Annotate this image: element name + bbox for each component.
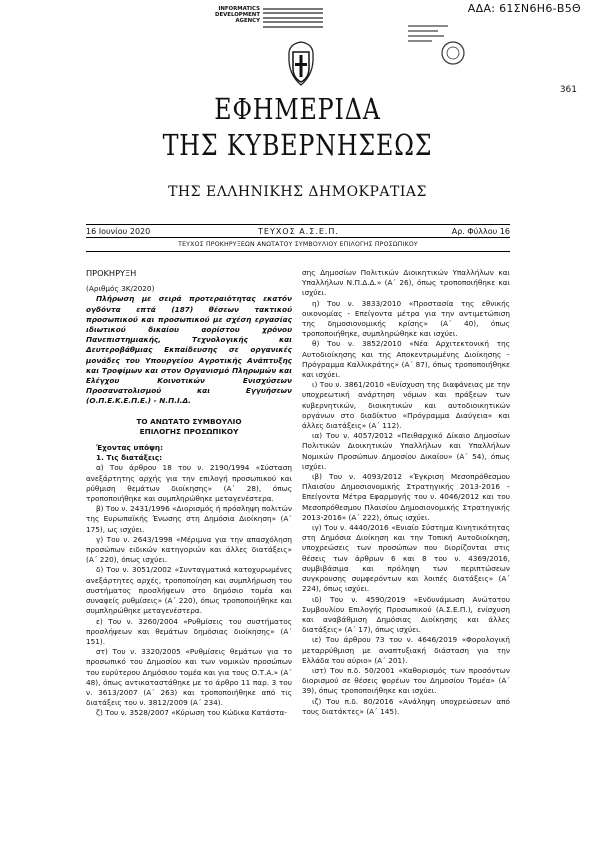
paragraph: ιστ) Του π.δ. 50/2001 «Καθορισμός των προσόντων διορισμού σε θέσεις φορέων του Δημοσίου Τομέα» (Α΄ 39), όπως τροποποιήθηκε και ισχύει. xyxy=(302,665,510,696)
idika-logo-line: INFORMATICS xyxy=(218,6,260,12)
idika-logo-line: DEVELOPMENT xyxy=(214,12,260,18)
paragraph: η) Του ν. 3833/2010 «Προστασία της εθνικής οικονομίας - Επείγοντα μέτρα για την αντιμετώπιση της δημοσιονομικής κρίσης» (Α΄ 40), όπως τροποποιήθηκε, συμπληρώθηκε και ισχύει. xyxy=(302,298,510,339)
paragraph: α) Του άρθρου 18 του ν. 2190/1994 «Σύσταση ανεξάρτητης αρχής για την επιλογή προσωπικού και ρύθμιση θεμάτων διοίκησης» (Α΄ 28), όπως τροποποιήθηκε και συμπληρώθηκε μεταγενέστερα. xyxy=(86,463,292,504)
announcement-heading: ΠΡΟΚΗΡΥΞΗ xyxy=(86,268,137,278)
series-title: ΤΕΥΧΟΣ ΠΡΟΚΗΡΥΞΕΩΝ ΑΝΩΤΑΤΟΥ ΣΥΜΒΟΥΛΙΟΥ ΕΠΙΛΟΓΗΣ ΠΡΟΣΩΠΙΚΟΥ xyxy=(178,241,418,248)
paragraph: ι) Του ν. 3861/2010 «Ενίσχυση της διαφάνειας με την υποχρεωτική ανάρτηση νόμων και πράξεων των κυβερνητικών, διοικητικών και αυτοδιοικητικών οργάνων στο διαδίκτυο «Πρόγραμμα Διαύγεια» και άλλες διατάξεις» (Α΄ 112). xyxy=(302,380,510,431)
paragraph: ιγ) Του ν. 4440/2016 «Ενιαίο Σύστημα Κινητικότητας στη Δημόσια Διοίκηση και την Τοπική Αυτοδιοίκηση, υποχρεώσεις των προσώπων που διορίζονται στις θέσεις των άρθρων 6 και 8 του ν. 4369/2016, συμβιβάσιμα και πρόληψη των περιπτώσεων συγκρουσης συμφερόντων και λοιπές διατάξεις» (Α΄ 224), όπως ισχύει. xyxy=(302,523,510,594)
paragraph: ιδ) Του ν. 4590/2019 «Ενδυνάμωση Ανώτατου Συμβουλίου Επιλογής Προσωπικού (Α.Σ.Ε.Π.), ενίσχυση και αναβάθμιση Δημόσιας Διοίκησης και άλλες διατάξεις» (Α΄ 17), όπως ισχύει. xyxy=(302,594,510,635)
paragraph: ια) Του ν. 4057/2012 «Πειθαρχικό Δίκαιο Δημοσίων Πολιτικών Διοικητικών Υπαλλήλων και Υπαλλήλων Νομικών Προσώπων Δημοσίου Δικαίου» (Α΄ 54), όπως ισχύει. xyxy=(302,431,510,471)
paragraph: ιβ) Του ν. 4093/2012 «Έγκριση Μεσοπρόθεσμου Πλαισίου Δημοσιονομικής Στρατηγικής 2013-2016 – Επείγοντα Μέτρα Εφαρμογής του ν. 4046/2012 και του Μεσοπρόθεσμου Πλαισίου Δημοσιονομικής Στρατηγικής 2013-2016» (Α΄ 222), όπως ισχύει. xyxy=(302,472,510,522)
issue-date: 16 Ιουνίου 2020 xyxy=(86,227,151,236)
sheet-number: Αρ. Φύλλου 16 xyxy=(451,227,510,236)
header-rule xyxy=(86,237,510,238)
idika-logo-line: AGENCY xyxy=(235,18,260,24)
provisions-item: 1. Τις διατάξεις: xyxy=(96,453,163,463)
issue-type: ΤΕΥΧΟΣ Α.Σ.Ε.Π. xyxy=(258,227,339,236)
paragraph: ζ) Του ν. 3528/2007 «Κύρωση του Κώδικα Κατάστα- xyxy=(96,708,287,718)
left-column xyxy=(86,268,292,719)
having-regard: Έχοντας υπόψη: xyxy=(96,443,164,453)
paragraph: γ) Του ν. 2643/1998 «Μέριμνα για την απασχόληση προσώπων ειδικών κατηγοριών και άλλες διατάξεις» (Α΄ 220), όπως ισχύει. xyxy=(86,534,292,565)
announcement-number: (Αριθμός 3Κ/2020) xyxy=(86,284,155,294)
header-rule xyxy=(86,224,510,225)
greek-coat-of-arms-icon xyxy=(286,38,316,88)
header-rule xyxy=(86,251,510,252)
gazette-subtitle: ΤΗΣ ΕΛΛΗΝΙΚΗΣ ΔΗΜΟΚΡΑΤΙΑΣ xyxy=(168,184,427,200)
paragraph: ιε) Του άρθρου 73 του ν. 4646/2019 «Φορολογική μεταρρύθμιση με αναπτυξιακή διάσταση για την Ελλάδα του αύριο» (Α΄ 201). xyxy=(302,635,510,665)
paragraph: θ) Του ν. 3852/2010 «Νέα Αρχιτεκτονική της Αυτοδιοίκησης και της Αποκεντρωμένης Διοίκησης – Πρόγραμμα Καλλικράτης» (Α΄ 87), όπως τροποποιήθηκε και ισχύει. xyxy=(302,339,510,380)
idika-logo-lines xyxy=(263,8,323,30)
right-column xyxy=(302,268,510,717)
digital-seal-icon xyxy=(440,40,466,66)
paragraph: ιζ) Του π.δ. 80/2016 «Ανάληψη υποχρεώσεων από τους διατάκτες» (Α΄ 145). xyxy=(302,696,510,716)
paragraph: β) Του ν. 2431/1996 «Διορισμός ή πρόσληψη πολιτών της Ευρωπαϊκής Ένωσης στη Δημόσια Διοίκηση» (Α΄ 175), ως ισχύει. xyxy=(86,504,292,534)
announcement-summary: Πλήρωση με σειρά προτεραιότητας εκατόν ογδόντα επτά (187) θέσεων τακτικού προσωπικού και προσωπικού με σχέση εργασίας ιδιωτικού δικαίου αορίστου χρόνου Πανεπιστημιακής, Τεχνολογικής και Δευτεροβάθμιας Εκπαίδευσης σε οργανικές μονάδες του Υπουργείου Αγροτικής Ανάπτυξης και Τροφίμων και στον Οργανισμό Πληρωμών και Ελέγχου Κοινοτικών Ενισχύσεων Προσανατολισμού και Εγγυήσεων (Ο.Π.Ε.Κ.Ε.Π.Ε.) - Ν.Π.Ι.Δ. xyxy=(86,294,292,406)
paragraph: ε) Του ν. 3260/2004 «Ρυθμίσεις του συστήματος προσλήψεων και θεμάτων δημόσιας διοίκησης» (Α΄ 151). xyxy=(86,616,292,646)
gazette-title-line-2: ΤΗΣ ΚΥΒΕΡΝΗΣΕΩΣ xyxy=(162,128,433,162)
body-heading: ΤΟ ΑΝΩΤΑΤΟ ΣΥΜΒΟΥΛΙΟ xyxy=(136,416,242,426)
ada-code: ΑΔΑ: 61ΣΝ6Η6-Β5Θ xyxy=(467,2,581,15)
body-heading: ΕΠΙΛΟΓΗΣ ΠΡΟΣΩΠΙΚΟΥ xyxy=(139,426,239,436)
paragraph: σης Δημοσίων Πολιτικών Διοικητικών Υπαλλήλων και Υπαλλήλων Ν.Π.Δ.Δ.» (Α΄ 26), όπως τροποποιήθηκε και ισχύει. xyxy=(302,268,510,298)
gazette-title-line-1: ΕΦΗΜΕΡΙΔΑ xyxy=(214,92,381,126)
paragraph: δ) Του ν. 3051/2002 «Συνταγματικά κατοχυρωμένες ανεξάρτητες αρχές, τροποποίηση και συμπλήρωση του συστήματος προσλήψεων στο δημόσιο τομέα και συναφείς ρυθμίσεις» (Α΄ 220), όπως τροποποιήθηκε και συμπληρώθηκε μεταγενέστερα. xyxy=(86,565,292,616)
paragraph: στ) Του ν. 3320/2005 «Ρυθμίσεις θεμάτων για το προσωπικό του Δημοσίου και των νομικών προσώπων του ευρύτερου Δημόσιου τομέα και για τους Ο.Τ.Α.» (Α΄ 48), όπως αντικαταστάθηκε με το άρθρο 11 παρ. 3 του ν. 3613/2007 (Α΄ 263) και τροποποιήθηκε από τις διατάξεις του ν. 3812/2009 (Α΄ 234). xyxy=(86,647,292,708)
idika-logo xyxy=(212,6,260,24)
page-number: 361 xyxy=(559,85,577,95)
